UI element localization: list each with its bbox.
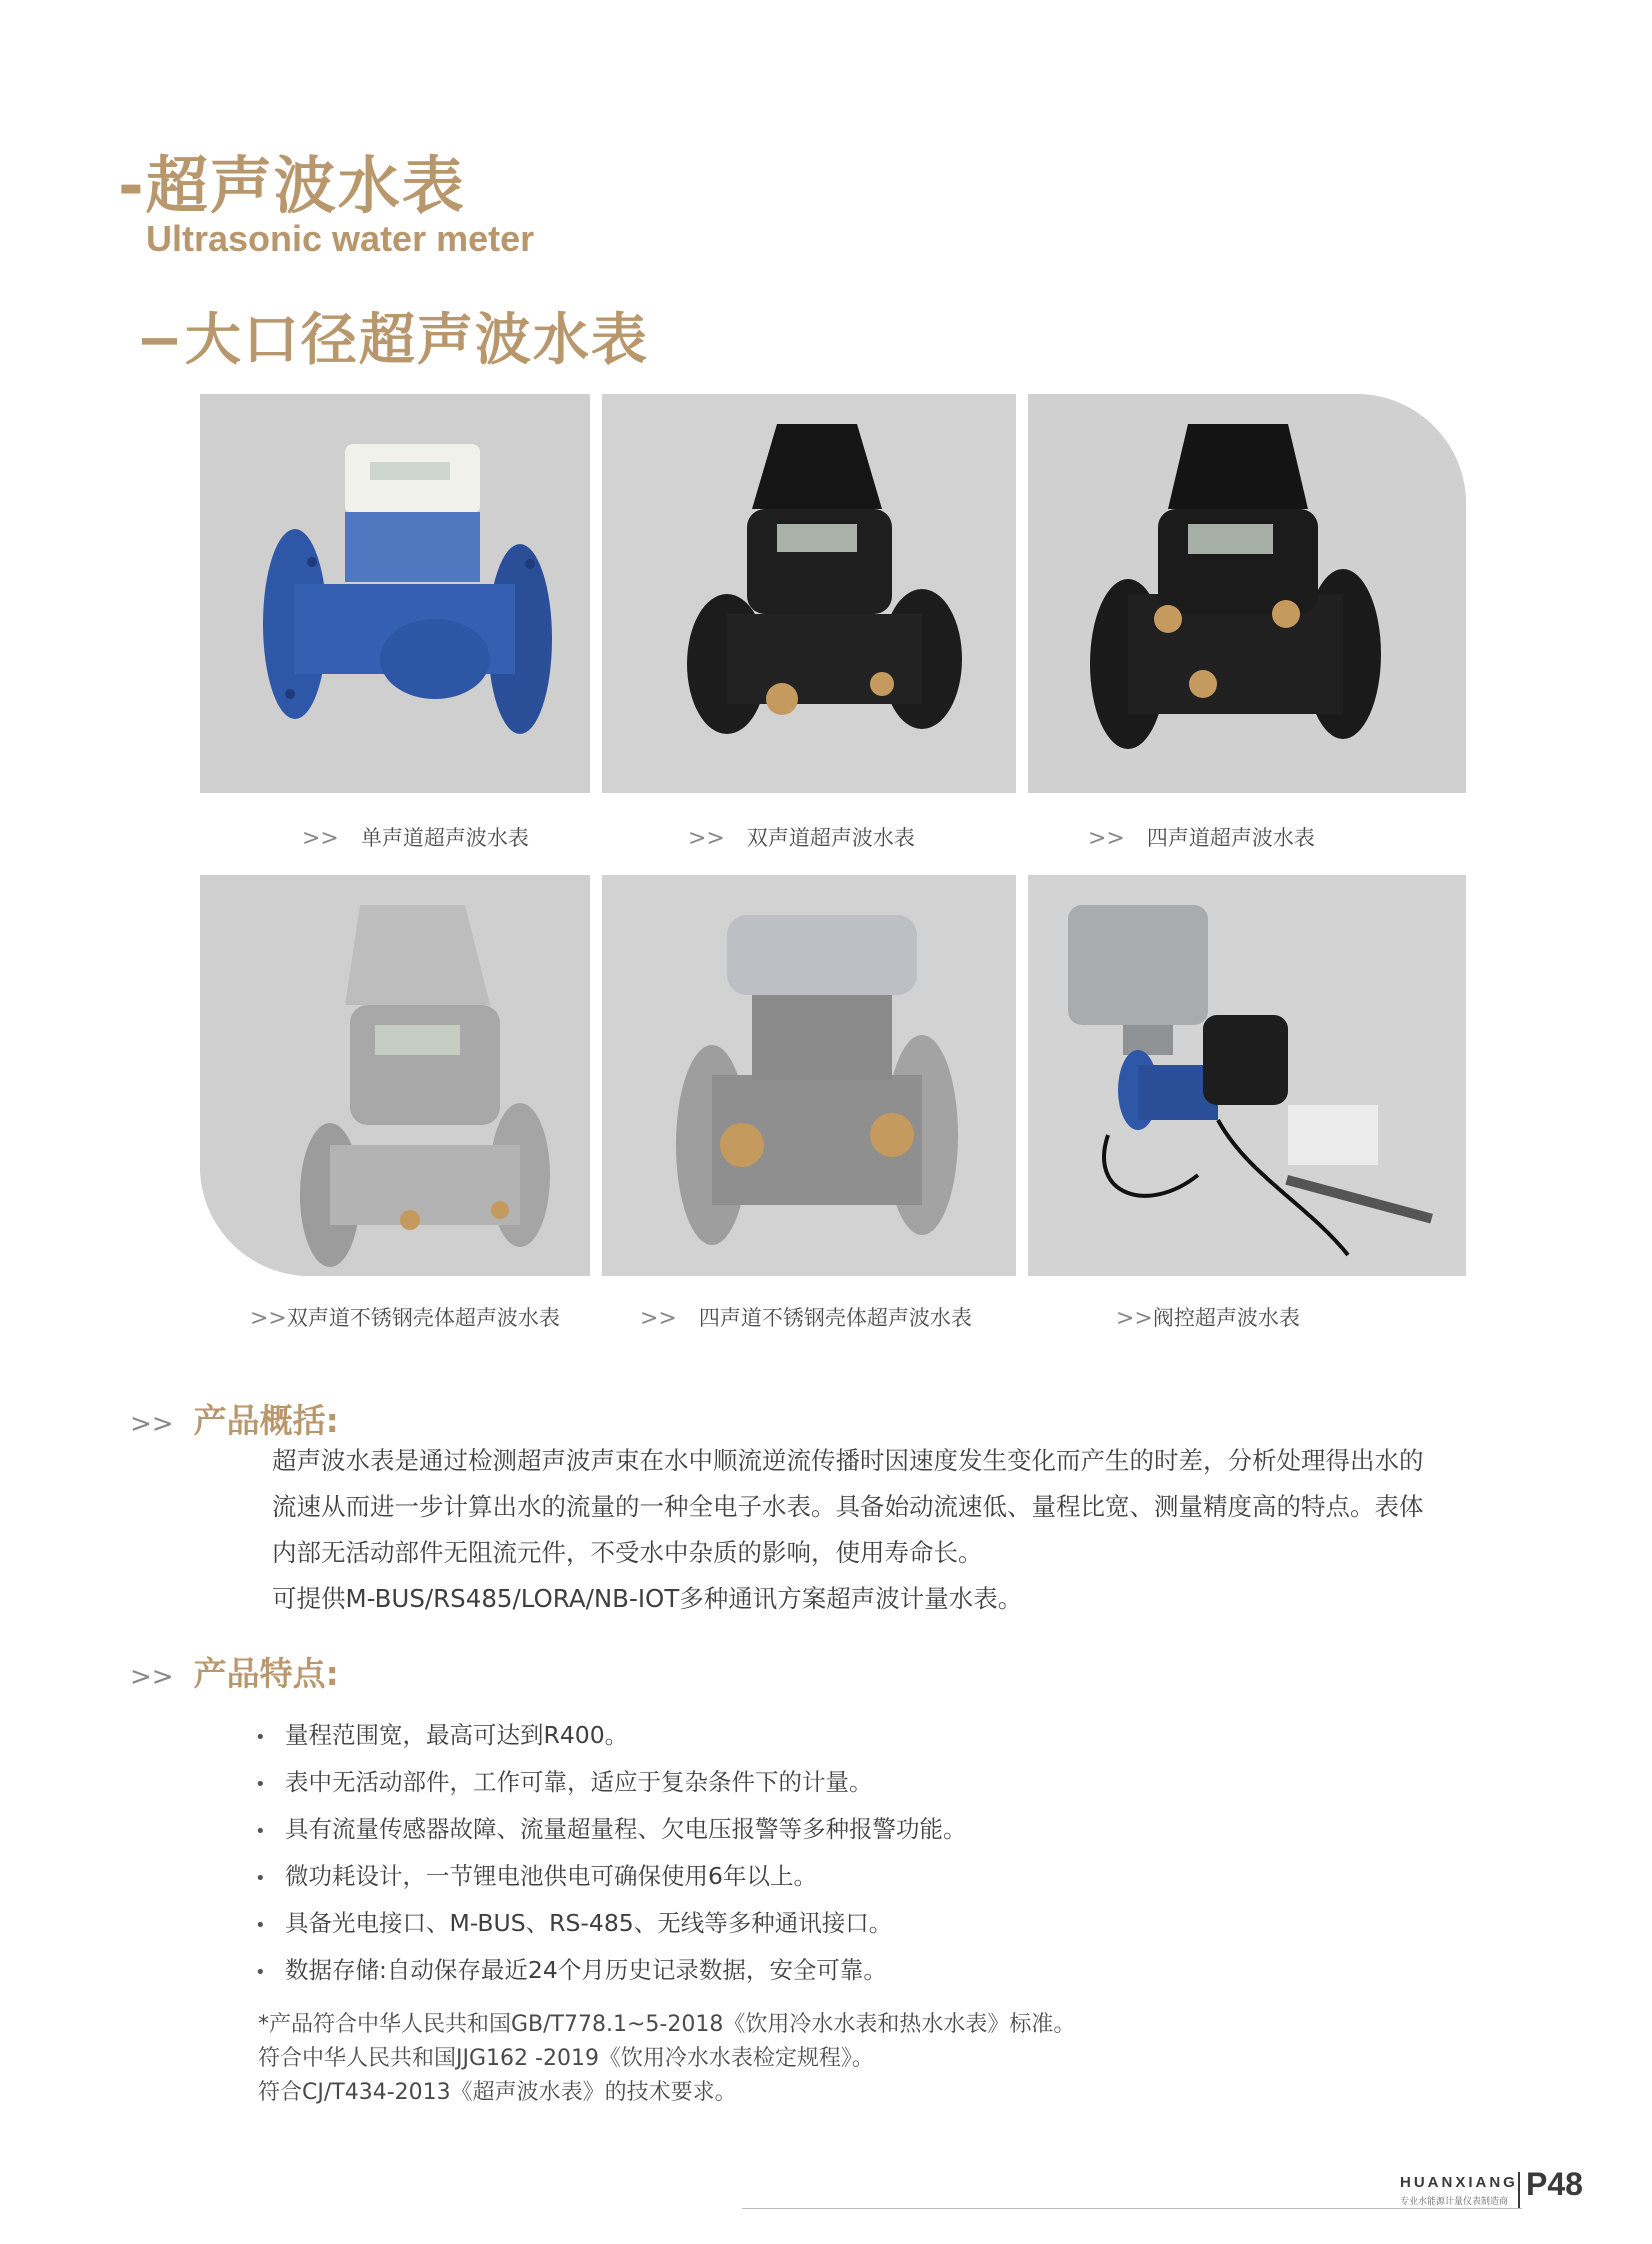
black-meter-illustration xyxy=(1028,394,1466,793)
caption-dual-channel xyxy=(688,822,915,852)
note-line: *产品符合中华人民共和国GB/T778.1~5-2018《饮用冷水水表和热水水表》标准。 xyxy=(258,2012,1076,2037)
product-image-valve-controlled xyxy=(1028,875,1466,1276)
page-number-separator xyxy=(1518,2172,1520,2208)
standards-notes xyxy=(258,2008,1075,2110)
overview-heading xyxy=(130,1395,339,1442)
overview-line: 超声波水表是通过检测超声波声束在水中顺流逆流传播时因速度发生变化而产生的时差，分析处理得出水的 xyxy=(272,1446,1424,1475)
caption-text: 四声道不锈钢壳体超声波水表 xyxy=(698,1306,972,1330)
overview-line: 流速从而进一步计算出水的流量的一种全电子水表。具备始动流速低、量程比宽、测量精度高的特点。表体 xyxy=(272,1492,1424,1521)
steel-meter-illustration xyxy=(602,875,1016,1276)
overview-paragraph xyxy=(272,1438,1482,1622)
caption-arrow: >> xyxy=(302,826,339,851)
bullet: • xyxy=(255,1774,266,1795)
list-item xyxy=(255,1947,967,1994)
bullet: • xyxy=(255,1821,266,1842)
feature-text: 数据存储:自动保存最近24个月历史记录数据，安全可靠。 xyxy=(285,1956,887,1984)
caption-arrow: >> xyxy=(250,1306,287,1331)
feature-text: 量程范围宽，最高可达到R400。 xyxy=(285,1721,629,1749)
bullet: • xyxy=(255,1962,266,1983)
blue-meter-illustration xyxy=(200,394,590,793)
caption-text: 阀控超声波水表 xyxy=(1152,1306,1300,1330)
bullet: • xyxy=(255,1915,266,1936)
features-heading xyxy=(130,1648,339,1695)
caption-text: 单声道超声波水表 xyxy=(360,826,529,850)
caption-arrow: >> xyxy=(688,826,725,851)
list-item xyxy=(255,1853,967,1900)
caption-arrow: >> xyxy=(1116,1306,1153,1331)
caption-dual-channel-stainless xyxy=(250,1302,560,1332)
product-image-dual-channel xyxy=(602,394,1016,793)
bullet: • xyxy=(255,1868,266,1889)
heading-text: 产品特点: xyxy=(193,1654,339,1693)
heading-arrow: >> xyxy=(130,1662,174,1692)
brand-name: HUANXIANG xyxy=(1400,2174,1518,2191)
list-item xyxy=(255,1806,967,1853)
overview-line: 可提供M-BUS/RS485/LORA/NB-IOT多种通讯方案超声波计量水表。 xyxy=(272,1584,1023,1613)
features-list xyxy=(255,1712,967,1994)
heading-text: 产品概括: xyxy=(193,1401,339,1440)
black-meter-illustration xyxy=(602,394,1016,793)
product-image-dual-channel-stainless xyxy=(200,875,590,1276)
note-line: 符合CJ/T434-2013《超声波水表》的技术要求。 xyxy=(258,2080,737,2105)
overview-line: 内部无活动部件无阻流元件，不受水中杂质的影响，使用寿命长。 xyxy=(272,1538,983,1567)
footer-divider xyxy=(742,2208,1522,2209)
caption-arrow: >> xyxy=(1088,826,1125,851)
product-image-four-channel xyxy=(1028,394,1466,793)
page-number: P48 xyxy=(1526,2166,1583,2202)
page-title-english: Ultrasonic water meter xyxy=(146,218,535,259)
feature-text: 微功耗设计，一节锂电池供电可确保使用6年以上。 xyxy=(285,1862,817,1890)
product-image-single-channel xyxy=(200,394,590,793)
bullet: • xyxy=(255,1727,266,1748)
feature-text: 表中无活动部件，工作可靠，适应于复杂条件下的计量。 xyxy=(285,1768,873,1796)
caption-four-channel xyxy=(1088,822,1315,852)
section-subtitle: −大口径超声波水表 xyxy=(136,308,649,373)
product-image-four-channel-stainless xyxy=(602,875,1016,1276)
caption-arrow: >> xyxy=(640,1306,677,1331)
page-title: -超声波水表 xyxy=(118,149,466,222)
list-item xyxy=(255,1712,967,1759)
caption-single-channel xyxy=(302,822,529,852)
steel-meter-illustration xyxy=(200,875,590,1276)
valve-meter-illustration xyxy=(1028,875,1466,1276)
list-item xyxy=(255,1900,967,1947)
caption-text: 双声道超声波水表 xyxy=(746,826,915,850)
note-line: 符合中华人民共和国JJG162 -2019《饮用冷水水表检定规程》。 xyxy=(258,2046,874,2071)
caption-four-channel-stainless xyxy=(640,1302,972,1332)
brand-tagline: 专业水能源计量仪表制造商 xyxy=(1400,2197,1509,2207)
caption-valve-controlled xyxy=(1116,1302,1300,1332)
heading-arrow: >> xyxy=(130,1409,174,1439)
caption-text: 四声道超声波水表 xyxy=(1146,826,1315,850)
caption-text: 双声道不锈钢壳体超声波水表 xyxy=(286,1306,560,1330)
list-item xyxy=(255,1759,967,1806)
feature-text: 具有流量传感器故障、流量超量程、欠电压报警等多种报警功能。 xyxy=(285,1815,967,1843)
feature-text: 具备光电接口、M-BUS、RS-485、无线等多种通讯接口。 xyxy=(285,1909,893,1937)
